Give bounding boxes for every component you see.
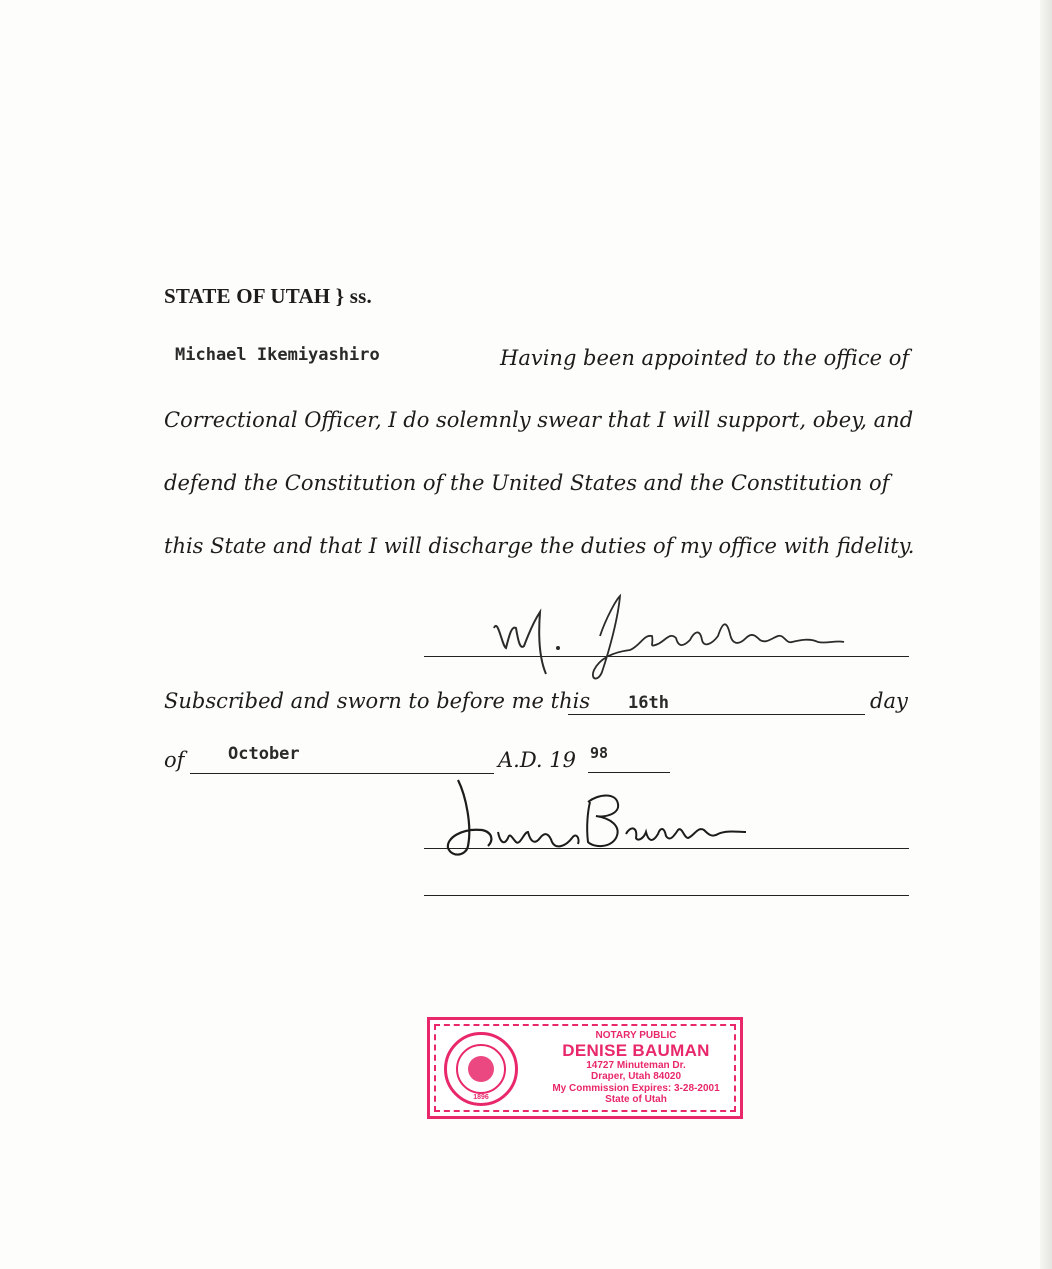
oath-line-3-text: defend the Constitution of the United States and the Constitution of [164,471,890,495]
oath-line-1: Having been appointed to the office of [500,346,910,370]
month-line [190,773,494,774]
paper-edge [1040,0,1052,1269]
stamp-name: DENISE BAUMAN [562,1041,710,1061]
stamp-address-2: Draper, Utah 84020 [590,1071,682,1083]
stamp-title: NOTARY PUBLIC [595,1030,677,1041]
year-value: 98 [590,744,609,762]
stamp-commission: My Commission Expires: 3-28-2001 [552,1082,720,1094]
venue-heading: STATE OF UTAH } ss. [164,284,372,308]
year-line [588,772,670,773]
day-line [568,714,865,715]
oath-line-4: this State and that I will discharge the duties of my office with fidelity. [164,534,915,558]
ad-label: A.D. 19 [498,748,577,772]
stamp-text-block [536,1030,736,1105]
jurat-prefix: Subscribed and sworn to before me this [164,689,591,713]
affiant-name-typed: Michael Ikemiyashiro [175,345,380,365]
stamp-address-1: 14727 Minuteman Dr. [586,1060,686,1072]
oath-line-2 [164,408,914,432]
oath-line-3 [164,471,910,495]
notary-signature [438,776,758,866]
day-suffix: day [870,689,908,713]
state-seal-icon [444,1032,518,1106]
seal-inner-ring [456,1044,506,1094]
month-value: October [228,744,300,764]
seal-year: 1896 [473,1094,489,1101]
affiant-signature [480,588,860,688]
seal-emblem [468,1056,494,1082]
notary-title-line [424,895,909,896]
notary-stamp [427,1017,743,1119]
stamp-state: State of Utah [605,1093,667,1105]
day-value: 16th [628,693,669,713]
oath-line-2-text: Correctional Officer, I do solemnly swear that I will support, obey, and [164,408,914,432]
of-label: of [164,748,185,772]
